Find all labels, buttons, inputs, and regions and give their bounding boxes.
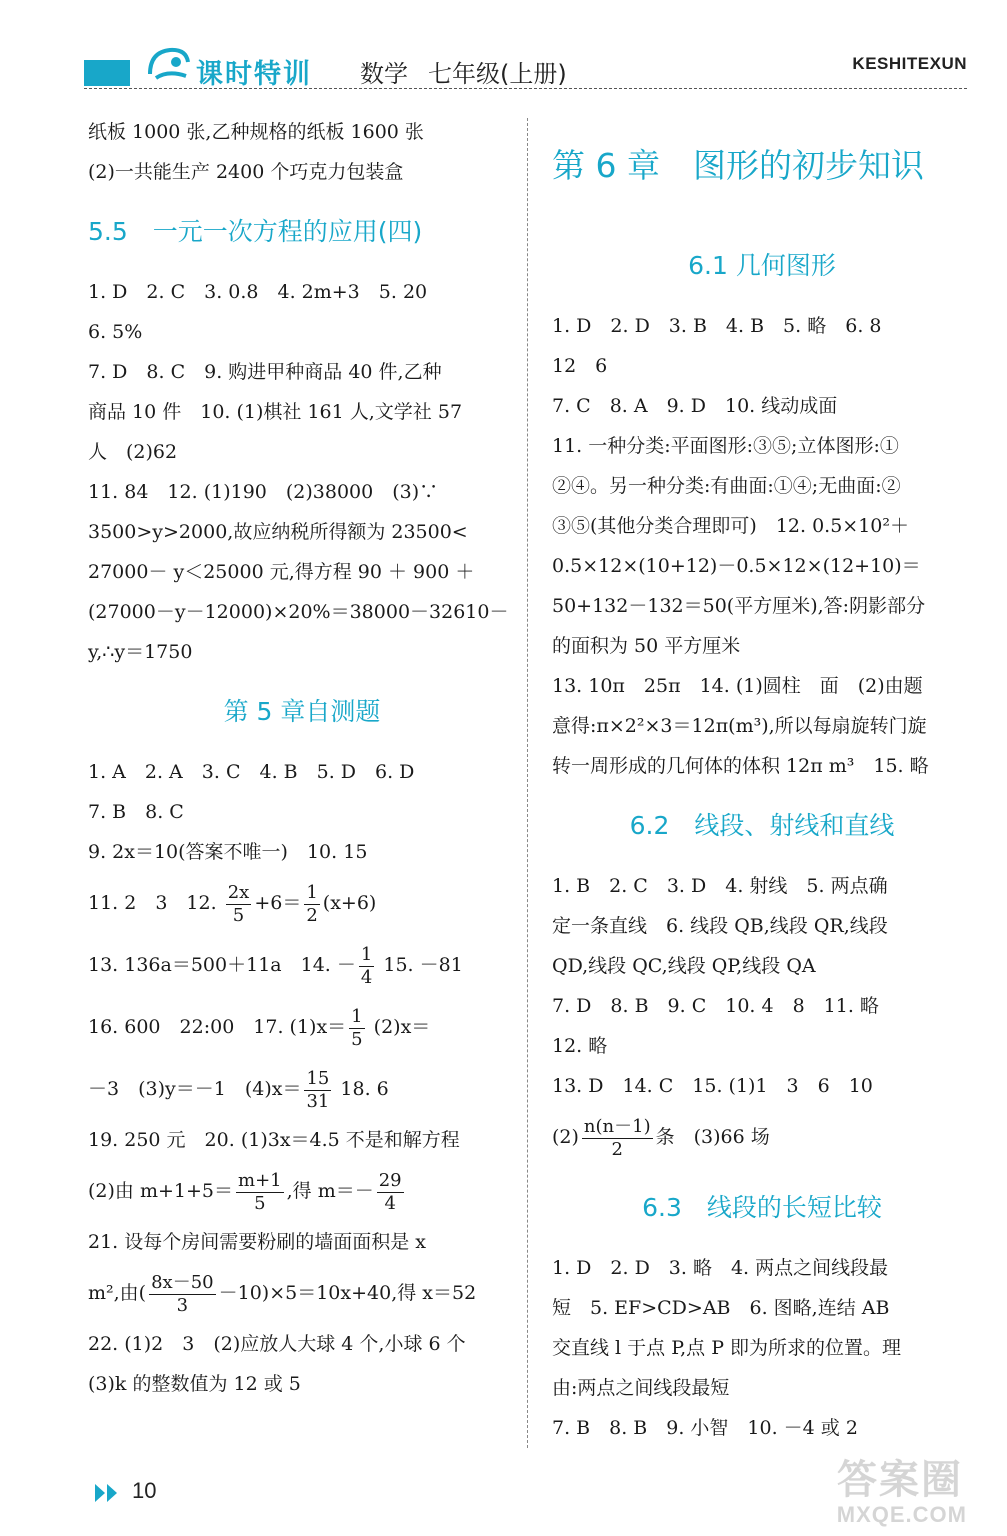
- answer-line: 7. D 8. C 9. 购进甲种商品 40 件,乙种: [88, 361, 442, 383]
- answer-line: 19. 250 元 20. (1)3x＝4.5 不是和解方程: [88, 1129, 460, 1151]
- fraction-numerator: 1: [360, 943, 373, 965]
- fraction-numerator: n(n－1): [583, 1115, 651, 1137]
- section-heading: 6.3 线段的长短比较: [642, 1193, 882, 1222]
- fraction-numerator: 1: [306, 881, 318, 903]
- answer-line: QD,线段 QC,线段 QP,线段 QA: [552, 955, 816, 977]
- header-divider: [84, 88, 967, 89]
- answer-text: 16. 600 22:00 17. (1)x＝: [88, 1016, 347, 1038]
- answer-line: 1. D 2. D 3. 略 4. 两点之间线段最: [552, 1257, 889, 1279]
- fraction: [226, 881, 252, 926]
- book-logo-icon: [146, 44, 192, 86]
- answer-line: 7. C 8. A 9. D 10. 线动成面: [552, 395, 838, 417]
- answer-text: 11. 2 3 12.: [88, 892, 217, 914]
- answer-line: 11. 一种分类:平面图形:③⑤;立体图形:①: [552, 435, 899, 457]
- answer-text: (2)x＝: [373, 1016, 431, 1038]
- fraction: [304, 1067, 331, 1112]
- watermark-url: MXQE.COM: [836, 1502, 967, 1527]
- answer-line: 50+132－132＝50(平方厘米),答:阴影部分: [552, 595, 926, 617]
- fraction-denominator: 4: [384, 1192, 396, 1214]
- header-color-block: [84, 60, 130, 86]
- chapter-heading: 第 6 章 图形的初步知识: [552, 146, 924, 185]
- fraction-numerator: 1: [351, 1005, 363, 1027]
- answer-text: －10)×5＝10x+40,得 x＝52: [218, 1282, 477, 1304]
- fraction-numerator: 15: [306, 1067, 330, 1089]
- answer-line: [88, 872, 516, 934]
- answer-line: (27000－y－12000)×20%＝38000－32610－: [88, 601, 509, 623]
- column-divider: [527, 118, 528, 1448]
- fraction: [349, 1005, 364, 1050]
- fraction-denominator: 5: [232, 904, 245, 926]
- answer-text: 13. 136a＝500＋11a 14. －: [88, 954, 356, 976]
- answer-line: 7. B 8. C: [88, 801, 184, 823]
- fraction: [236, 1169, 284, 1214]
- answer-line: 12 6: [552, 355, 608, 377]
- answer-line: 的面积为 50 平方厘米: [552, 635, 741, 657]
- answer-line: 9. 2x＝10(答案不唯一) 10. 15: [88, 841, 368, 863]
- fraction-denominator: 3: [176, 1294, 189, 1316]
- answer-line: [88, 996, 516, 1058]
- answer-line: (2)一共能生产 2400 个巧克力包装盒: [88, 161, 404, 183]
- fraction: [304, 881, 319, 926]
- answer-line: 转一周形成的几何体的体积 12π m³ 15. 略: [552, 755, 929, 777]
- answer-line: 意得:π×2²×3＝12π(m³),所以每扇旋转门旋: [552, 715, 927, 737]
- section-heading: 6.2 线段、射线和直线: [629, 811, 895, 840]
- answer-line: (3)k 的整数值为 12 或 5: [88, 1373, 301, 1395]
- subject-label: 数学: [360, 60, 408, 88]
- double-chevron-icon: [94, 1482, 120, 1504]
- section-heading: 第 5 章自测题: [223, 697, 381, 726]
- answer-text: 18. 6: [340, 1078, 389, 1100]
- page-number: 10: [132, 1478, 157, 1503]
- answer-line: 13. 10π 25π 14. (1)圆柱 面 (2)由题: [552, 675, 923, 697]
- answer-line: 27000－ y＜25000 元,得方程 90 ＋ 900 ＋: [88, 561, 475, 583]
- answer-line: 1. A 2. A 3. C 4. B 5. D 6. D: [88, 761, 415, 783]
- answer-text: 条 (3)66 场: [655, 1126, 770, 1148]
- fraction-denominator: 2: [306, 904, 318, 926]
- answer-text: +6＝: [254, 892, 302, 914]
- answer-line: y,∴y＝1750: [88, 641, 193, 663]
- answer-text: ,得 m＝－: [286, 1180, 374, 1202]
- fraction-numerator: 29: [378, 1169, 402, 1191]
- fraction-numerator: m+1: [238, 1169, 282, 1191]
- answer-line: 6. 5%: [88, 321, 143, 343]
- answer-line: [88, 1262, 516, 1324]
- fraction-denominator: 31: [306, 1090, 330, 1112]
- answer-line: 交直线 l 于点 P,点 P 即为所求的位置。理: [552, 1337, 902, 1359]
- answer-line: ③⑤(其他分类合理即可) 12. 0.5×10²＋: [552, 515, 910, 537]
- answer-line: [88, 1160, 516, 1222]
- answer-line: ②④。另一种分类:有曲面:①④;无曲面:②: [552, 475, 901, 497]
- answer-line: 1. B 2. C 3. D 4. 射线 5. 两点确: [552, 875, 888, 897]
- answer-line: 12. 略: [552, 1035, 608, 1057]
- answer-line: 0.5×12×(10+12)－0.5×12×(12+10)＝: [552, 555, 921, 577]
- watermark: [807, 1448, 977, 1528]
- fraction-denominator: 4: [360, 966, 373, 988]
- answer-line: 3500>y>2000,故应纳税所得额为 23500<: [88, 521, 468, 543]
- answer-line: 1. D 2. C 3. 0.8 4. 2m+3 5. 20: [88, 281, 428, 303]
- answer-text: －3 (3)y＝－1 (4)x＝: [88, 1078, 302, 1100]
- answer-line: 定一条直线 6. 线段 QB,线段 QR,线段: [552, 915, 888, 937]
- fraction-denominator: 2: [611, 1138, 623, 1160]
- answer-line: [88, 934, 516, 996]
- fraction-denominator: 5: [254, 1192, 266, 1214]
- answer-line: 短 5. EF>CD>AB 6. 图略,连结 AB: [552, 1297, 890, 1319]
- fraction-numerator: 2x: [227, 881, 250, 903]
- section-heading: 5.5 一元一次方程的应用(四): [88, 217, 423, 246]
- fraction: [149, 1271, 216, 1316]
- fraction: [582, 1115, 653, 1160]
- watermark-text: 答案圈: [837, 1457, 963, 1503]
- right-column: [552, 112, 972, 1448]
- answer-text: (2)由 m+1+5＝: [88, 1180, 233, 1202]
- answer-line: 7. B 8. B 9. 小智 10. －4 或 2: [552, 1417, 858, 1439]
- answer-line: 22. (1)2 3 (2)应放人大球 4 个,小球 6 个: [88, 1333, 466, 1355]
- answer-text: m²,由(: [88, 1282, 147, 1304]
- answer-line: 11. 84 12. (1)190 (2)38000 (3)∵: [88, 481, 439, 503]
- fraction: [377, 1169, 404, 1214]
- answer-text: 15. －81: [383, 954, 463, 976]
- answer-line: 1. D 2. D 3. B 4. B 5. 略 6. 8: [552, 315, 882, 337]
- page-header: [0, 0, 1007, 100]
- section-heading: 6.1 几何图形: [688, 251, 836, 280]
- answer-text: (2): [552, 1126, 579, 1148]
- grade-label: 七年级(上册): [428, 60, 567, 88]
- left-column: [88, 112, 516, 1404]
- fraction: [359, 943, 374, 988]
- answer-line: 商品 10 件 10. (1)棋社 161 人,文学社 57: [88, 401, 463, 423]
- answer-line: 13. D 14. C 15. (1)1 3 6 10: [552, 1075, 873, 1097]
- answer-line: 7. D 8. B 9. C 10. 4 8 11. 略: [552, 995, 879, 1017]
- answer-line: 由:两点之间线段最短: [552, 1377, 730, 1399]
- answer-line: [552, 1106, 972, 1168]
- answer-line: 纸板 1000 张,乙种规格的纸板 1600 张: [88, 121, 424, 143]
- answer-line: 人 (2)62: [88, 441, 178, 463]
- fraction-numerator: 8x－50: [151, 1271, 214, 1293]
- answer-text: (x+6): [322, 892, 377, 914]
- fraction-denominator: 5: [351, 1028, 363, 1050]
- answer-line: 21. 设每个房间需要粉刷的墙面面积是 x: [88, 1231, 427, 1253]
- brand-pinyin: KESHITEXUN: [852, 54, 967, 73]
- brand-title: 课时特训: [196, 59, 312, 90]
- answer-line: [88, 1058, 516, 1120]
